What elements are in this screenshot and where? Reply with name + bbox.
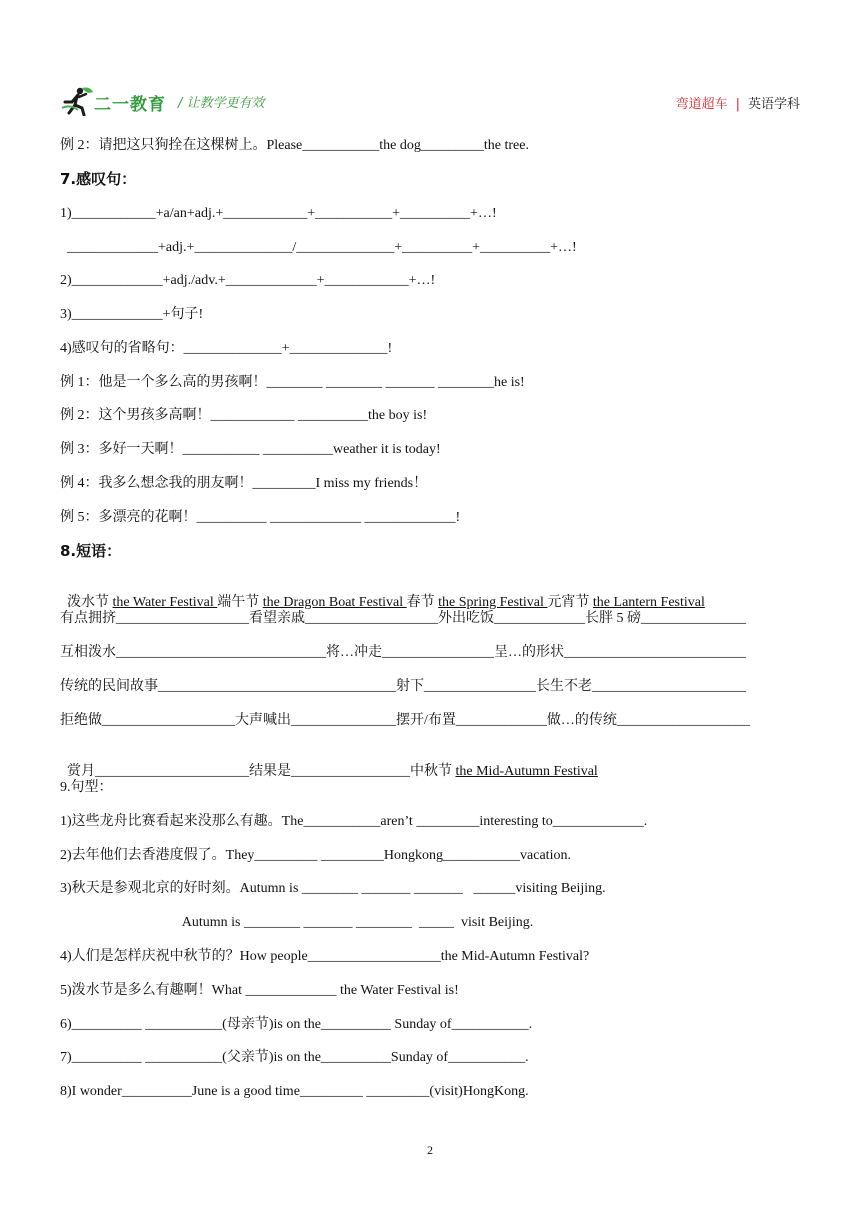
formula-line: 3)_____________+句子! [60,307,204,322]
sentence-line: 8)I wonder__________June is a good time_________ _________(visit)HongKong. [60,1084,529,1099]
example-line: 例 4：我多么想念我的朋友啊！_________I miss my friends！ [60,476,428,491]
example-line: 例 5：多漂亮的花啊！__________ _____________ _____________! [60,510,461,525]
sentence-line: 3)秋天是参观北京的好时刻。Autumn is ________ _______ _______ ______visiting Beijing. [60,881,606,896]
sentence-line: 5)泼水节是多么有趣啊！What _____________ the Water Festival is! [60,983,459,998]
sentence-line: Autumn is ________ _______ ________ _____ visit Beijing. [60,915,534,930]
header-brand: 弯道超车 [675,97,728,112]
formula-line: 1)____________+a/an+adj.+____________+___________+__________+…! [60,206,497,221]
phrase-answer: the Lantern Festival [592,595,705,610]
header-subject: 英语学科 [747,97,800,112]
page-header [60,84,800,120]
formula-line: 4)感叹句的省略句：______________+______________! [60,341,393,356]
phrase-line [60,745,598,781]
runner-logo-icon [60,86,94,116]
phrase-text: 泼水节 [67,595,113,610]
section-heading-phrases: 8.短语： [60,542,122,560]
phrase-text: 春节 [406,595,439,610]
festival-phrases-line [60,576,705,612]
phrase-answer: the Dragon Boat Festival [262,595,407,610]
formula-line: _____________+adj.+______________/______________+__________+__________+…! [60,240,577,255]
phrase-text: 元宵节 [547,595,593,610]
page-number: 2 [427,1143,433,1157]
phrase-line: 互相泼水______________________________将…冲走________________呈…的形状__________________________ [60,645,746,660]
example-line: 例 1：他是一个多么高的男孩啊！________ ________ _______ ________he is! [60,375,525,390]
section-heading-sentences: 9.句型： [60,780,113,795]
phrase-answer: the Mid-Autumn Festival [455,764,598,779]
sentence-line: 7)__________ ___________(父亲节)is on the__________Sunday of___________. [60,1050,529,1065]
example-line: 例 3：多好一天啊！___________ __________weather it is today! [60,442,441,457]
example-line: 例 2：这个男孩多高啊！____________ __________the boy is! [60,408,428,423]
section-heading-exclamation: 7.感叹句： [60,170,137,188]
phrase-line: 传统的民间故事__________________________________射下________________长生不老______________________ [60,679,746,694]
example-line: 例 2：请把这只狗拴在这棵树上。Please___________the dog_________the tree. [60,138,529,153]
sentence-line: 4)人们是怎样庆祝中秋节的？How people___________________the Mid-Autumn Festival? [60,949,590,964]
sentence-line: 2)去年他们去香港度假了。They_________ _________Hongkong___________vacation. [60,848,571,863]
sentence-line: 6)__________ ___________(母亲节)is on the__________ Sunday of___________. [60,1017,533,1032]
logo-text: 二一教育 [94,95,166,115]
header-slogan: / 让教学更有效 [178,96,265,111]
phrase-line: 有点拥挤___________________看望亲戚___________________外出吃饭_____________长胖 5 磅_______________ [60,611,746,626]
sentence-line: 1)这些龙舟比赛看起来没那么有趣。The___________aren’t _________interesting to_____________. [60,814,648,829]
phrase-answer: the Spring Festival [438,595,548,610]
formula-line: 2)_____________+adj./adv.+_____________+____________+…! [60,273,436,288]
phrase-answer: the Water Festival [112,595,218,610]
phrase-line: 拒绝做___________________大声喊出_______________摆开/布置_____________做…的传统___________________ [60,713,750,728]
phrase-text: 赏月______________________结果是_________________中秋节 [67,764,456,779]
phrase-text: 端午节 [217,595,263,610]
header-separator: | [735,97,740,112]
header-right [676,93,800,112]
